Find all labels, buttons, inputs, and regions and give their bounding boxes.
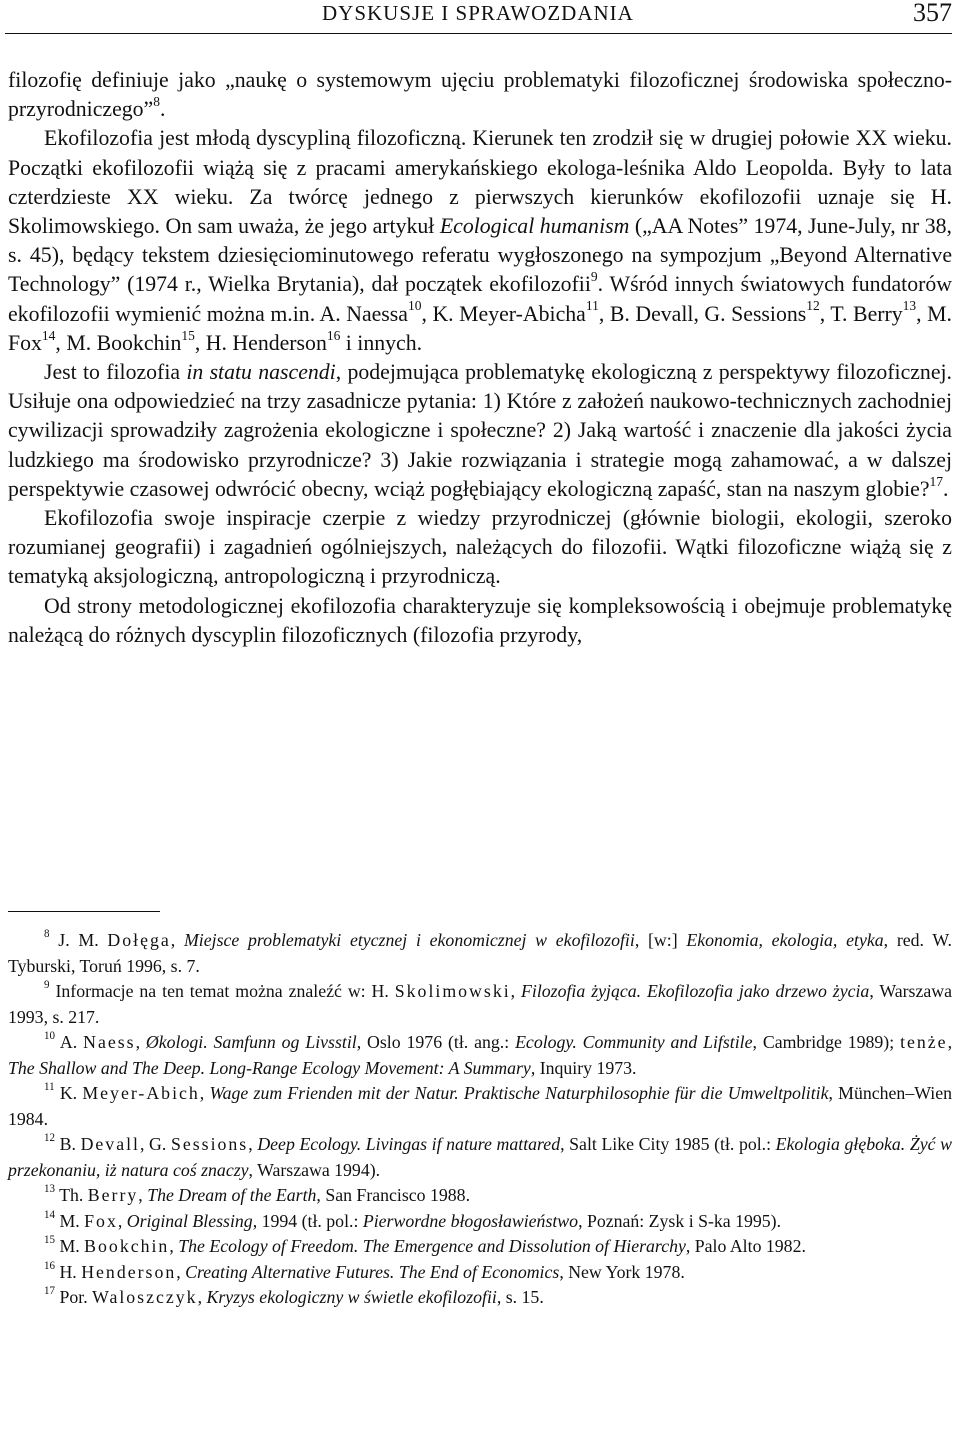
text-run: , [197, 1287, 207, 1307]
italic-title: The Ecology of Freedom. The Emergence and Dissolution of Hierarchy [178, 1236, 686, 1256]
italic-title: Wage zum Frienden mit der Natur. Praktische Naturphilosophie für die Umweltpolitik [209, 1083, 829, 1103]
footnote-number: 14 [44, 1208, 56, 1221]
italic-title: Ekonomia, ekologia, etyka [686, 930, 884, 950]
text-run: , [138, 1185, 148, 1205]
paragraph-4: Ekofilozofia swoje inspiracje czerpie z wiedzy przyrodniczej (głównie biologii, ekologii, szeroko rozumianej geografii) i zagadnień ogólniejszych, należących do filozofii. Wątki filozoficzne wiążą się z tematyką aksjologiczną, antropologiczną i przyrodniczą. [8, 506, 952, 589]
italic-title: Ekologia głęboka. Żyć w przekonaniu, iż natura coś znaczy [8, 1134, 952, 1180]
text-run: , [135, 1032, 146, 1052]
text-run: M. [59, 1210, 85, 1231]
italic-title: Original Blessing [126, 1210, 253, 1231]
italic-title: Miejsce problematyki etycznej i ekonomicznej w ekofilozofii [183, 930, 635, 950]
text-run: , Palo Alto 1982. [685, 1236, 806, 1256]
author-name: Henderson [81, 1261, 177, 1282]
footnote-number: 17 [44, 1285, 56, 1298]
author-name: Waloszczyk [92, 1287, 198, 1307]
footnote-ref-15[interactable]: 15 [181, 327, 195, 343]
text-run: , New York 1978. [559, 1261, 685, 1282]
italic-title: Ecology. Community and Lifstile [515, 1032, 753, 1052]
footnote-10 [8, 1030, 952, 1081]
author-name: Devall [80, 1134, 140, 1154]
text-run: („AA Notes” 1974, June-July, nr 38, s. 45), będący tekstem dziesięciominutowego referatu wygłoszonego na sympozjum „Beyond Alternative Technology” (1974 r., Wielka Brytania), dał początek ekofilozofii [8, 214, 953, 297]
text-run: A. [59, 1032, 84, 1052]
paragraph-1 [8, 66, 952, 124]
footnote-15 [8, 1234, 952, 1260]
text-run: , Salt Like City 1985 (tł. pol.: [560, 1134, 776, 1154]
text-run: . [943, 476, 949, 501]
author-name: tenże [900, 1032, 948, 1052]
italic-title: Ecological humanism [439, 214, 630, 239]
text-run: , 1994 (tł. pol.: [252, 1210, 363, 1231]
author-name: Sessions [170, 1134, 249, 1154]
text-run: J. M. [58, 930, 108, 950]
italic-title: Pierwordne błogosławieństwo [362, 1210, 579, 1231]
footnote-ref-8[interactable]: 8 [153, 93, 160, 109]
text-run: , podejmująca problematykę ekologiczną z perspektywy filozoficznej. Usiłuje ona odpowiedzieć na trzy zasadnicze pytania: 1) Które z założeń naukowo-technicznych zachodniej cywilizacji sprowadziły zagrożenia ekologiczne i społeczne? 2) Jaką wartość i znaczenie dla jakości życia ludzkiego ma środowisko przyrodnicze? 3) Jakie rozwiązania i strategie mogą zahamować, a w dalszej perspektywie czasowej odwrócić obecny, wciąż pogłębiający ekologiczną zapaść, stan na naszym globie? [8, 360, 952, 501]
footnote-separator [8, 911, 160, 912]
text-run: , B. Devall, G. Sessions [598, 301, 807, 326]
paragraph-3 [8, 358, 952, 504]
footnote-14 [8, 1209, 952, 1235]
italic-title: Filozofia żyjąca. Ekofilozofia jako drzewo życia [521, 981, 870, 1001]
footnote-13 [8, 1183, 952, 1209]
italic-title: The Dream of the Earth [147, 1185, 317, 1205]
text-run: , [947, 1032, 953, 1052]
text-run: Por. [59, 1287, 93, 1307]
footnote-number: 11 [44, 1081, 55, 1094]
text-run: , Inquiry 1973. [530, 1057, 637, 1078]
text-run: , [248, 1134, 258, 1154]
author-name: Berry [87, 1185, 139, 1205]
footnote-number: 15 [44, 1234, 56, 1247]
text-run: , Cambridge 1989); [752, 1032, 901, 1052]
body-text [8, 66, 952, 650]
italic-phrase: in statu nascendi [186, 360, 336, 385]
text-run: . Wśród innych światowych fundatorów ekofilozofii wymienić można m.in. A. Naessa [8, 272, 952, 326]
text-run: , H. Henderson [194, 330, 327, 355]
text-run: , München–Wien 1984. [8, 1083, 953, 1129]
text-run: Th. [59, 1185, 88, 1205]
footnote-ref-14[interactable]: 14 [41, 327, 56, 343]
text-run: , T. Berry [819, 301, 903, 326]
text-run: filozofię definiuje jako „naukę o systemowym ujęciu problematyki filozoficznej środowiska społeczno-przyrodniczego” [8, 68, 952, 122]
footnote-ref-17[interactable]: 17 [929, 473, 944, 489]
italic-title: Creating Alternative Futures. The End of Economics [185, 1261, 560, 1282]
header-rule [5, 33, 952, 34]
footnote-ref-12[interactable]: 12 [806, 298, 820, 314]
footnote-8 [8, 928, 952, 979]
italic-title: Økologi. Samfunn og Livsstil [145, 1032, 357, 1052]
text-run: , G. [139, 1134, 171, 1154]
footnote-number: 12 [44, 1132, 56, 1145]
footnote-ref-9[interactable]: 9 [590, 269, 598, 285]
footnotes [8, 928, 952, 1311]
footnote-9 [8, 979, 952, 1030]
running-head [0, 0, 960, 32]
author-name: Skolimowski [394, 981, 511, 1001]
footnote-11 [8, 1081, 952, 1132]
text-run: , M. Fox [8, 301, 952, 355]
author-name: Meyer-Abich [82, 1083, 200, 1103]
italic-title: Deep Ecology. Livingas if nature mattared [257, 1134, 561, 1154]
text-run: B. [59, 1134, 81, 1154]
text-run: H. [59, 1261, 82, 1282]
text-run: , [w:] [634, 930, 687, 950]
footnote-number: 10 [44, 1030, 56, 1043]
footnote-17 [8, 1285, 952, 1311]
text-run: , K. Meyer-Abicha [421, 301, 586, 326]
footnote-number: 16 [44, 1259, 56, 1272]
text-run: i innych. [340, 330, 423, 355]
italic-title: Kryzys ekologiczny w świetle ekofilozofii [206, 1287, 497, 1307]
footnote-number: 13 [44, 1183, 56, 1196]
footnote-number: 8 [44, 928, 50, 941]
footnote-number: 9 [44, 979, 50, 992]
text-run: , Warszawa 1994). [248, 1159, 381, 1180]
text-run: K. [59, 1083, 83, 1103]
text-run: , M. Bookchin [55, 330, 182, 355]
author-name: Naess [83, 1032, 136, 1052]
author-name: Dołęga [107, 930, 171, 950]
text-run: , Oslo 1976 (tł. ang.: [356, 1032, 516, 1052]
paragraph-5: Od strony metodologicznej ekofilozofia charakteryzuje się kompleksowością i obejmuje problematykę należącą do różnych dyscyplin filozoficznych (filozofia przyrody, [8, 593, 952, 647]
footnote-ref-16[interactable]: 16 [326, 327, 341, 343]
text-run: , Poznań: Zysk i S-ka 1995). [578, 1210, 782, 1231]
author-name: Bookchin [84, 1236, 170, 1256]
footnote-ref-10[interactable]: 10 [407, 298, 422, 314]
text-run: Jest to filozofia [44, 360, 187, 385]
text-run: Ekofilozofia jest młodą dyscypliną filozoficzną. Kierunek ten zrodził się w drugiej połowie XX wieku. Początki ekofilozofii wiążą się z pracami amerykańskiego ekologa-leśnika Aldo Leopolda. Były to lata czterdzieste XX wieku. Za twórcę jednego z pierwszych kierunków ekofilozofii uznaje się H. Skolimowskiego. On sam uważa, że jego artykuł [8, 126, 952, 239]
text-run: , [117, 1210, 127, 1231]
text-run: , Warszawa 1993, s. 217. [8, 981, 952, 1027]
text-run: , San Francisco 1988. [316, 1185, 471, 1205]
text-run: M. [59, 1236, 85, 1256]
paragraph-2 [8, 124, 952, 358]
running-title: DYSKUSJE I SPRAWOZDANIA [322, 1, 634, 25]
footnote-12 [8, 1132, 952, 1183]
footnote-16 [8, 1260, 952, 1286]
italic-title: The Shallow and The Deep. Long-Range Ecology Movement: A Summary [8, 1057, 531, 1078]
text-run: . [160, 97, 166, 122]
footnote-ref-11[interactable]: 11 [585, 298, 599, 314]
page-number: 357 [913, 0, 952, 27]
text-run: , [170, 930, 184, 950]
text-run: , [199, 1083, 210, 1103]
text-run: Informacje na ten temat można znaleźć w: H. [55, 981, 395, 1001]
text-run: , s. 15. [496, 1287, 544, 1307]
text-run: , [169, 1236, 179, 1256]
text-run: , red. W. Tyburski, Toruń 1996, s. 7. [8, 930, 952, 976]
text-run: , [176, 1261, 186, 1282]
footnote-ref-13[interactable]: 13 [902, 298, 917, 314]
text-run: , [510, 981, 522, 1001]
author-name: Fox [84, 1210, 118, 1231]
